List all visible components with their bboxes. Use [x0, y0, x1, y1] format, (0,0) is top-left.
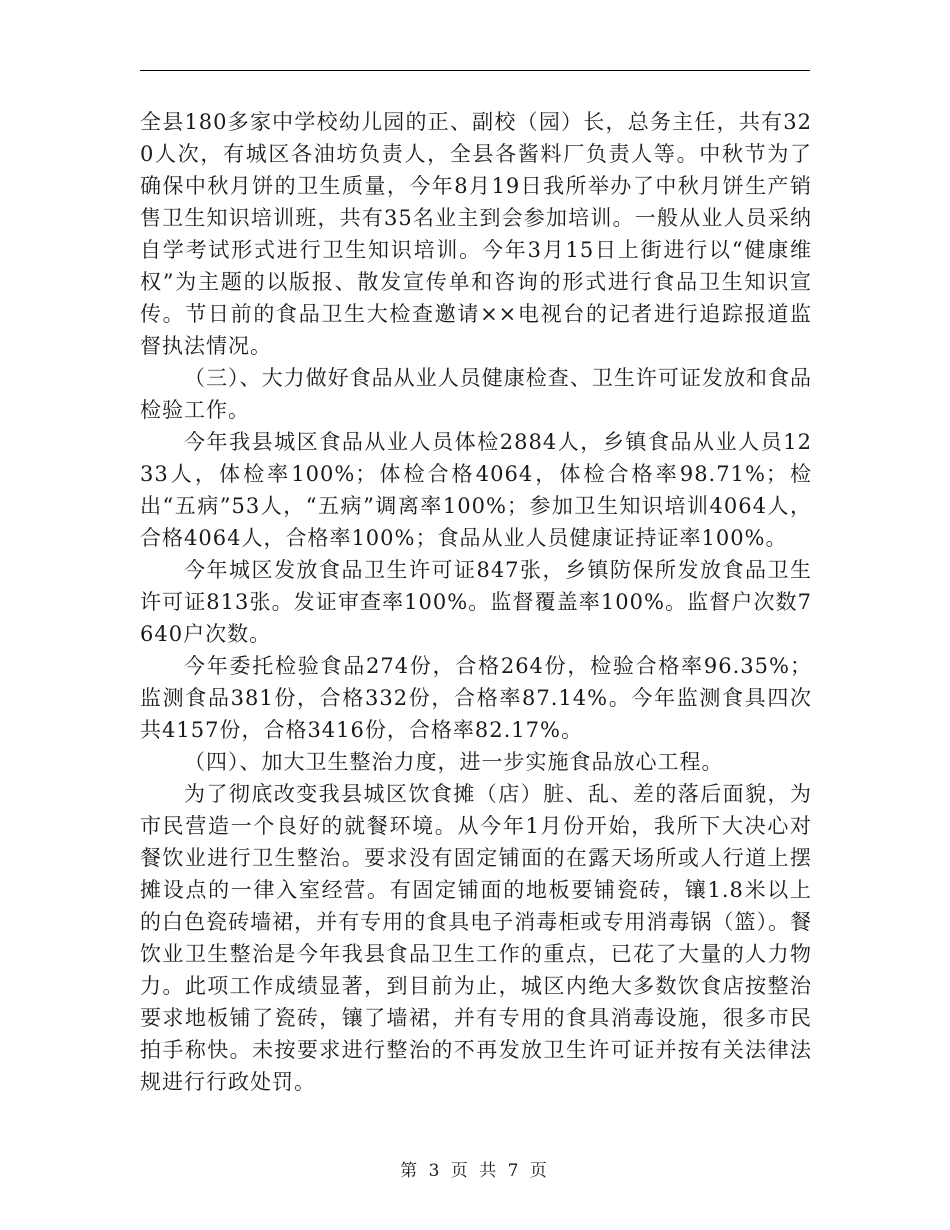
paragraph: 全县180多家中学校幼儿园的正、副校（园）长，总务主任，共有320人次，有城区各油坊负责人，全县各酱料厂负责人等。中秋节为了确保中秋月饼的卫生质量，今年8月19日我所举办了中秋月饼生产销售卫生知识培训班，共有35名业主到会参加培训。一般从业人员采纳自学考试形式进行卫生知识培训。今年3月15日上街进行以“健康维权”为主题的以版报、散发宣传单和咨询的形式进行食品卫生知识宣传。节日前的食品卫生大检查邀请××电视台的记者进行追踪报道监督执法情况。 [140, 110, 812, 358]
header-rule [140, 70, 810, 71]
paragraph: 今年我县城区食品从业人员体检2884人，乡镇食品从业人员1233人，体检率100%；体检合格4064，体检合格率98.71%；检出“五病”53人，“五病”调离率100%；参加卫生知识培训4064人，合格4064人，合格率100%；食品从业人员健康证持证率100%。 [140, 430, 812, 550]
document-body [140, 106, 812, 1098]
paragraph: 为了彻底改变我县城区饮食摊（店）脏、乱、差的落后面貌，为市民营造一个良好的就餐环境。从今年1月份开始，我所下大决心对餐饮业进行卫生整治。要求没有固定铺面的在露天场所或人行道上摆摊设点的一律入室经营。有固定铺面的地板要铺瓷砖，镶1.8米以上的白色瓷砖墙裙，并有专用的食具电子消毒柜或专用消毒锅（篮）。餐饮业卫生整治是今年我县食品卫生工作的重点，已花了大量的人力物力。此项工作成绩显著，到目前为止，城区内绝大多数饮食店按整治要求地板铺了瓷砖，镶了墙裙，并有专用的食具消毒设施，很多市民拍手称快。未按要求进行整治的不再发放卫生许可证并按有关法律法规进行行政处罚。 [140, 782, 812, 1094]
page-number: 第 3 页 共 7 页 [400, 1161, 550, 1181]
section-heading-4: （四）、加大卫生整治力度，进一步实施食品放心工程。 [184, 750, 724, 774]
section-heading-3: （三）、大力做好食品从业人员健康检查、卫生许可证发放和食品检验工作。 [140, 366, 812, 422]
paragraph: 今年委托检验食品274份，合格264份，检验合格率96.35%；监测食品381份，合格332份，合格率87.14%。今年监测食具四次共4157份，合格3416份，合格率82.17%。 [140, 654, 812, 742]
paragraph: 今年城区发放食品卫生许可证847张，乡镇防保所发放食品卫生许可证813张。发证审查率100%。监督覆盖率100%。监督户次数7640户次数。 [140, 558, 812, 646]
